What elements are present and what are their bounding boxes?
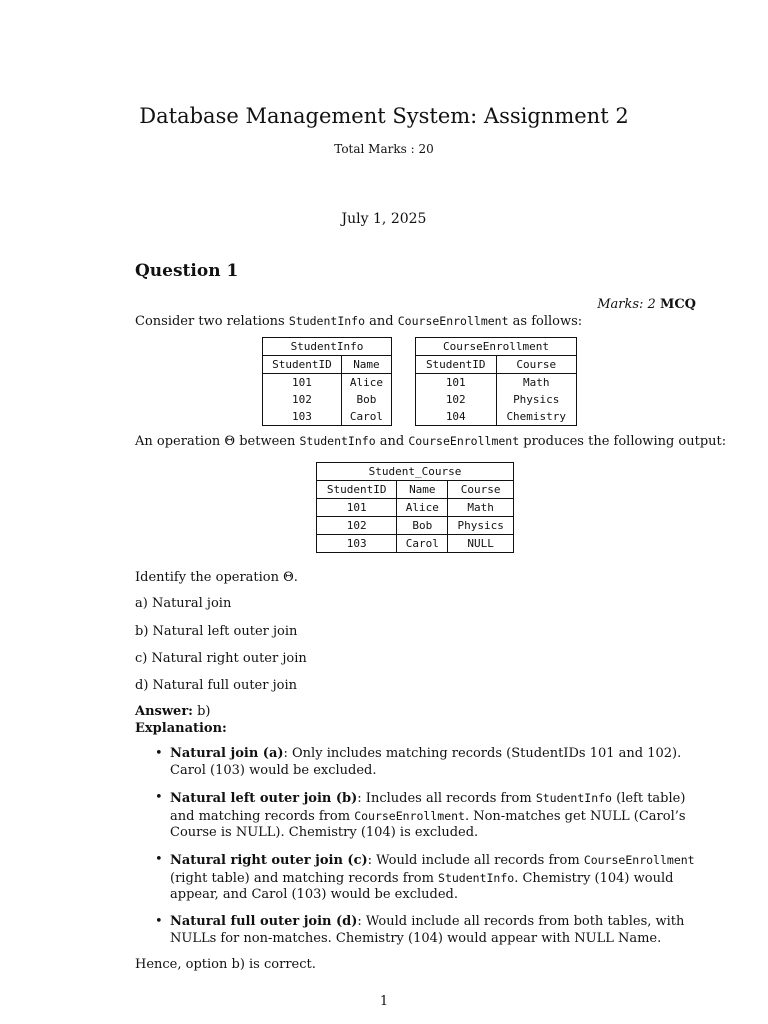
option-b: b) Natural left outer join [135, 624, 298, 639]
table-caption: Student_Course [317, 463, 514, 481]
table-caption: StudentInfo [263, 338, 392, 356]
answer-line [135, 704, 211, 719]
table-cell: 102 [416, 391, 497, 408]
document-date: July 1, 2025 [341, 211, 427, 227]
marks-value: Marks: 2 [597, 297, 656, 312]
marks-label [597, 297, 696, 312]
intro-text: Consider two relations StudentInfo and CourseEnrollment as follows: [135, 314, 583, 329]
question-heading: Question 1 [135, 261, 239, 281]
table-row [317, 517, 514, 535]
table-cell: Alice [341, 374, 391, 392]
table-cell: 101 [263, 374, 342, 392]
bullet-icon: • [155, 914, 163, 929]
column-header: StudentID [416, 356, 497, 374]
table-cell: Math [448, 499, 514, 517]
option-c: c) Natural right outer join [135, 651, 307, 666]
table-caption: CourseEnrollment [416, 338, 577, 356]
question-type: MCQ [659, 297, 696, 312]
table-cell: NULL [448, 535, 514, 553]
table-cell: Carol [341, 408, 391, 426]
bullet-icon: • [155, 746, 163, 761]
table-row [416, 408, 577, 426]
column-header: Course [448, 481, 514, 499]
table-cell: Chemistry [496, 408, 577, 426]
column-header: Course [496, 356, 577, 374]
column-header: StudentID [263, 356, 342, 374]
table-cell: Alice [397, 499, 448, 517]
table-row [317, 535, 514, 553]
answer-value: b) [197, 704, 211, 719]
table-cell: 104 [416, 408, 497, 426]
page-number: 1 [379, 994, 389, 1009]
table-row [317, 499, 514, 517]
table-cell: Physics [448, 517, 514, 535]
result-table [316, 462, 514, 553]
option-a: a) Natural join [135, 596, 232, 611]
table-cell: 103 [263, 408, 342, 426]
operation-text: An operation Θ between StudentInfo and CourseEnrollment produces the following output: [135, 434, 727, 449]
table-row [263, 408, 392, 426]
table-cell: Physics [496, 391, 577, 408]
table-cell: 102 [317, 517, 397, 535]
table-cell: Math [496, 374, 577, 392]
table-cell: 101 [317, 499, 397, 517]
total-marks: Total Marks : 20 [334, 142, 434, 156]
table-row [263, 391, 392, 408]
option-d: d) Natural full outer join [135, 678, 297, 693]
table-row [416, 391, 577, 408]
conclusion-text: Hence, option b) is correct. [135, 957, 316, 972]
document-page: Database Management System: Assignment 2 Total Marks : 20 July 1, 2025 Question 1 Marks: 2 MCQ Consider two relations StudentInfo and CourseEnrollment as follows: StudentInfo StudentID Name 101 Alice 102 Bob 103 Carol CourseEnrollment StudentID Course 101 Math 102 Physics 104 Chemistry An operation Θ between StudentInfo and CourseEnrollment produces the following output: Student_Course StudentID Name Course 101 Alice Math 102 Bob Physics 103 Carol NULL Identify the operation Θ. a) Natural join b) Natural left outer join c) Natural right outer join d) Natural full outer join Answer: b) Explanation: • Natural join (a): Only includes matching records (StudentIDs 101 and 102). Carol (103) would be excluded. • Natural left outer join (b): Includes all records from StudentInfo (left table) and matching records from CourseEnrollment. Non-matches get NULL (Carol’s Course is NULL). Chemistry (104) is excluded. • Natural right outer join (c): Would include all records from CourseEnrollment (right table) and matching records from StudentInfo. Chemistry (104) would appear, and Carol (103) would be excluded. • Natural full outer join (d): Would include all records from both tables, with NULLs for non-matches. Chemistry (104) would appear with NULL Name. Hence, option b) is correct. 1 [0, 0, 768, 1024]
explanation-heading: Explanation: [135, 721, 227, 736]
table-cell: Bob [397, 517, 448, 535]
table-cell: 101 [416, 374, 497, 392]
table-cell: Carol [397, 535, 448, 553]
column-header: Name [341, 356, 391, 374]
question-prompt: Identify the operation Θ. [135, 570, 298, 585]
column-header: StudentID [317, 481, 397, 499]
table-row [416, 374, 577, 392]
table-cell: 102 [263, 391, 342, 408]
table-cell: 103 [317, 535, 397, 553]
document-title: Database Management System: Assignment 2 [139, 104, 629, 128]
column-header: Name [397, 481, 448, 499]
table-cell: Bob [341, 391, 391, 408]
bullet-icon: • [155, 790, 163, 805]
course-enrollment-table [415, 337, 577, 426]
bullet-icon: • [155, 852, 163, 867]
answer-label: Answer: [135, 704, 193, 719]
table-row [263, 374, 392, 392]
student-info-table [262, 337, 392, 426]
